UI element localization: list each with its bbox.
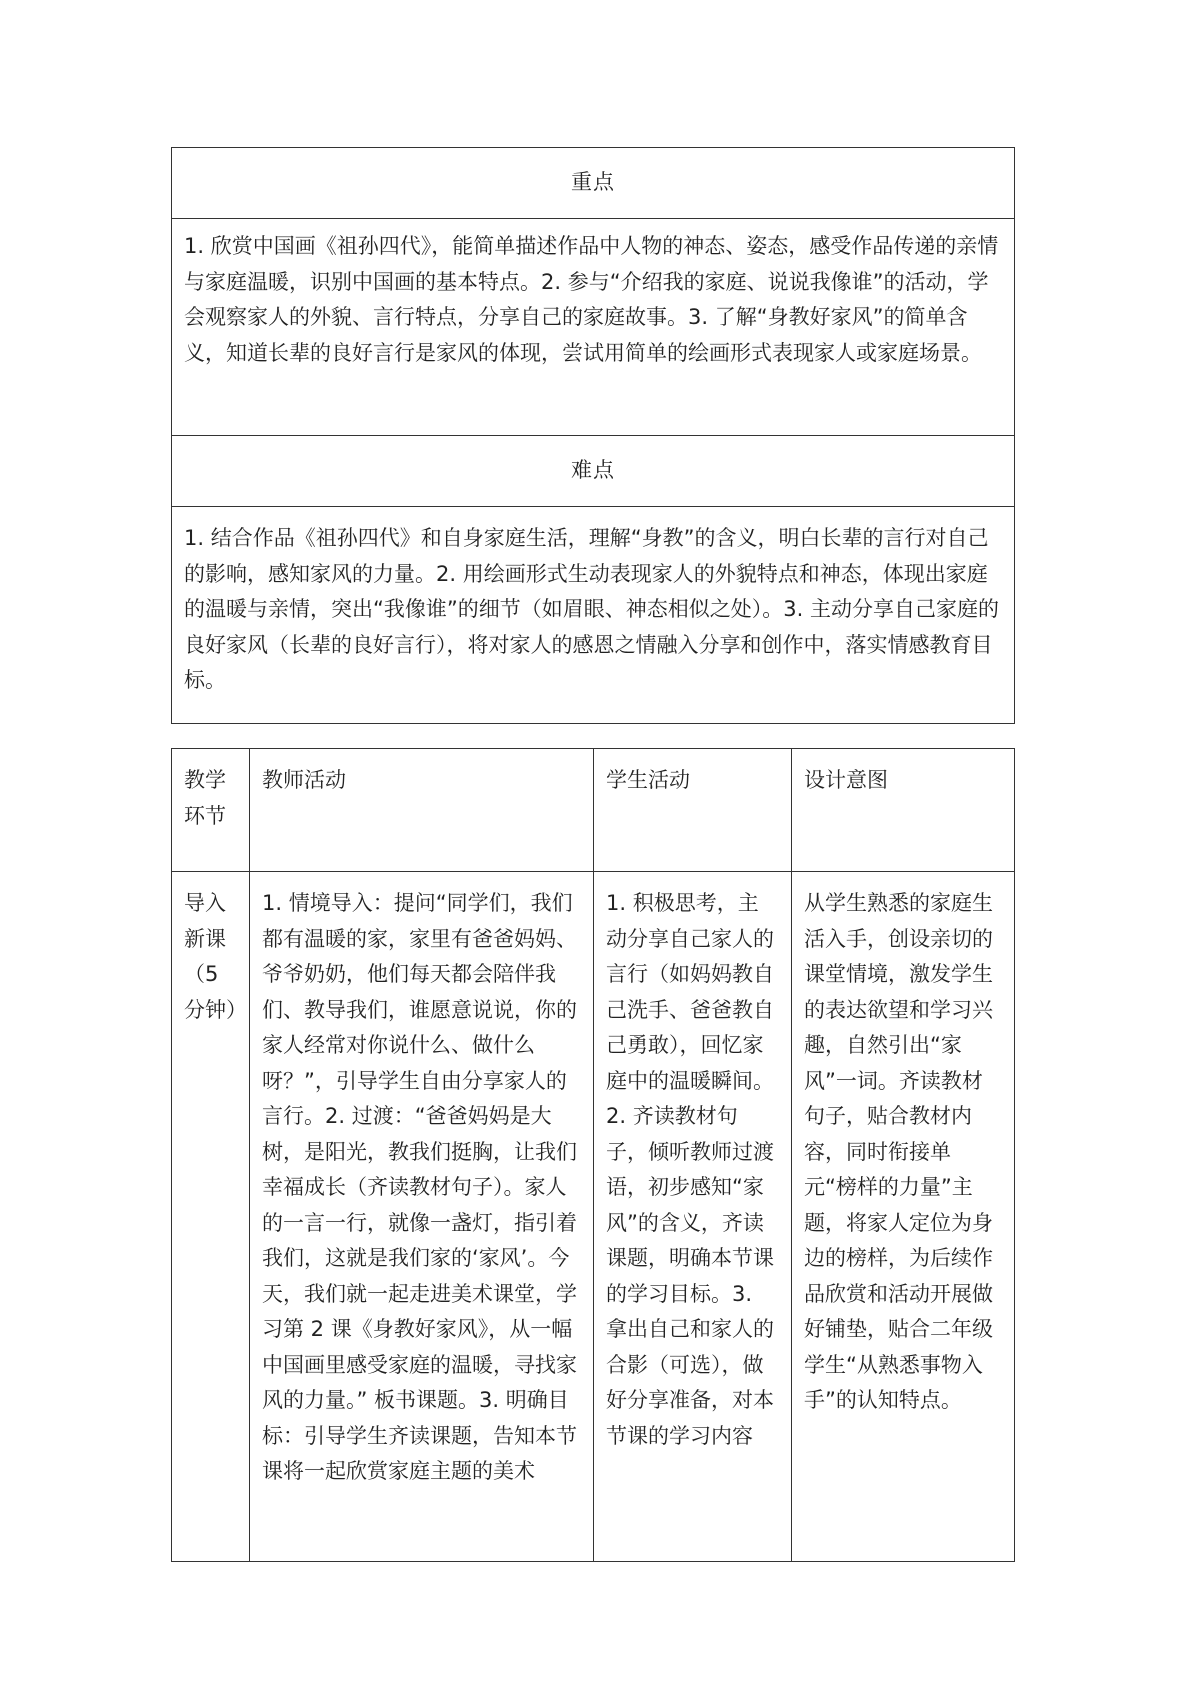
teacher-activity-cell: 1. 情境导入：提问“同学们，我们都有温暖的家，家里有爸爸妈妈、爷爷奶奶，他们每天都会陪伴我们、教导我们，谁愿意说说，你的家人经常对你说什么、做什么呀？”，引导学生自由分享家人的言行。2. 过渡：“爸爸妈妈是大树，是阳光，教我们挺胸，让我们幸福成长（齐读教材句子）。家人的一言一行，就像一盏灯，指引着我们，这就是我们家的‘家风’。今天，我们就一起走进美术课堂，学习第 2 课《身教好家风》，从一幅中国画里感受家庭的温暖，寻找家风的力量。” 板书课题。3. 明确目标：引导学生齐读课题，告知本节课将一起欣赏家庭主题的美术 <box>250 872 594 1562</box>
header-student-activity: 学生活动 <box>594 749 792 872</box>
process-row-intro <box>172 872 1015 1562</box>
key-points-heading: 重点 <box>172 148 1015 219</box>
student-activity-cell: 1. 积极思考，主动分享自己家人的言行（如妈妈教自己洗手、爸爸教自己勇敢），回忆家庭中的温暖瞬间。2. 齐读教材句子，倾听教师过渡语，初步感知“家风”的含义，齐读课题，明确本节课的学习目标。3. 拿出自己和家人的合影（可选），做好分享准备，对本节课的学习内容 <box>594 872 792 1562</box>
difficult-points-body-row <box>172 507 1015 724</box>
header-design-intent: 设计意图 <box>792 749 1015 872</box>
difficult-points-content: 1. 结合作品《祖孙四代》和自身家庭生活，理解“身教”的含义，明白长辈的言行对自己的影响，感知家风的力量。2. 用绘画形式生动表现家人的外貌特点和神态，体现出家庭的温暖与亲情，突出“我像谁”的细节（如眉眼、神态相似之处）。3. 主动分享自己家庭的良好家风（长辈的良好言行），将对家人的感恩之情融入分享和创作中，落实情感教育目标。 <box>172 507 1015 724</box>
key-points-heading-row <box>172 148 1015 219</box>
header-teacher-activity: 教师活动 <box>250 749 594 872</box>
key-points-body-row <box>172 219 1015 436</box>
difficult-points-heading-row <box>172 436 1015 507</box>
header-stage: 教学环节 <box>172 749 250 872</box>
teaching-process-table <box>171 748 1015 1562</box>
design-intent-cell: 从学生熟悉的家庭生活入手，创设亲切的课堂情境，激发学生的表达欲望和学习兴趣，自然引出“家风”一词。齐读教材句子，贴合教材内容，同时衔接单元“榜样的力量”主题，将家人定位为身边的榜样，为后续作品欣赏和活动开展做好铺垫，贴合二年级学生“从熟悉事物入手”的认知特点。 <box>792 872 1015 1562</box>
difficult-points-heading: 难点 <box>172 436 1015 507</box>
key-points-content: 1. 欣赏中国画《祖孙四代》，能简单描述作品中人物的神态、姿态，感受作品传递的亲情与家庭温暖，识别中国画的基本特点。2. 参与“介绍我的家庭、说说我像谁”的活动，学会观察家人的外貌、言行特点，分享自己的家庭故事。3. 了解“身教好家风”的简单含义，知道长辈的良好言行是家风的体现，尝试用简单的绘画形式表现家人或家庭场景。 <box>172 219 1015 436</box>
stage-cell: 导入新课（5分钟） <box>172 872 250 1562</box>
process-header-row <box>172 749 1015 872</box>
focus-table <box>171 147 1015 724</box>
